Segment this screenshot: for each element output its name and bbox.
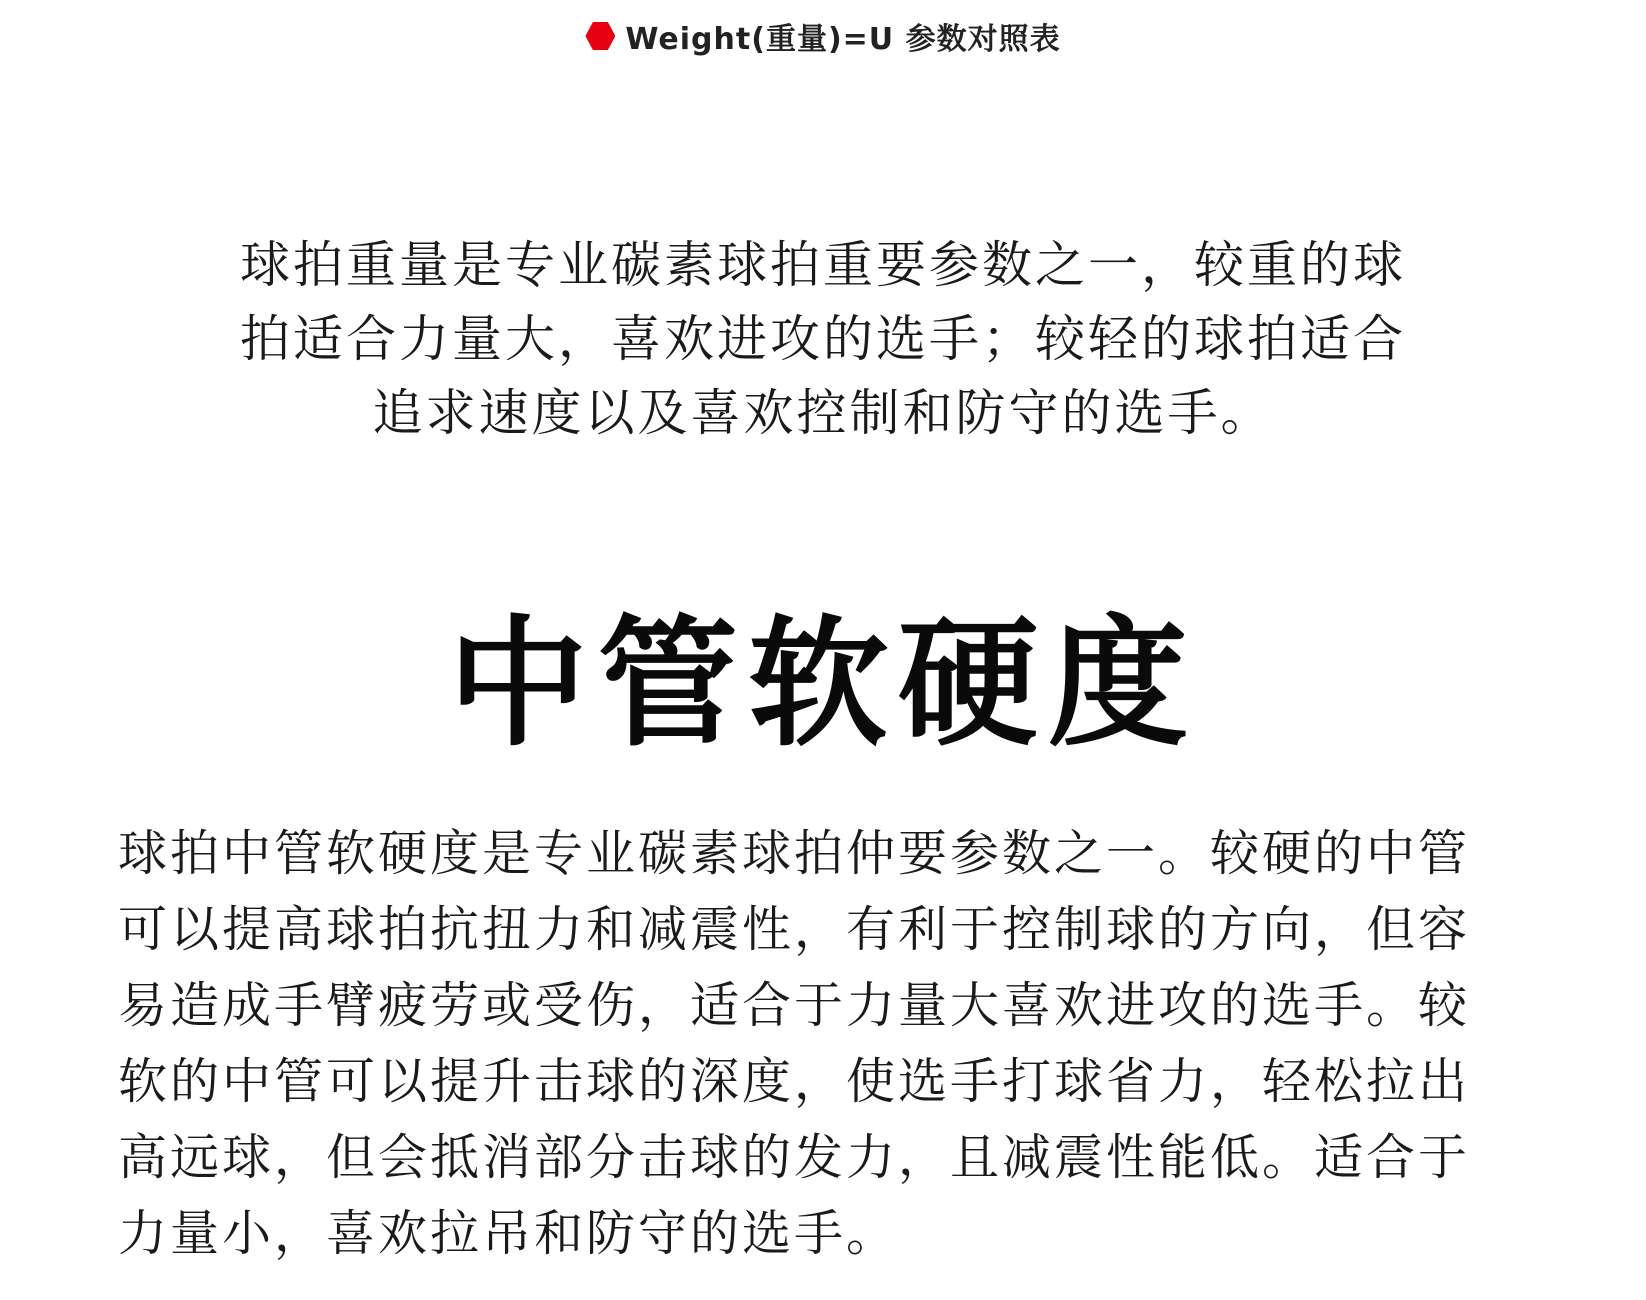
intro-line: 拍适合力量大，喜欢进攻的选手；较轻的球拍适合 [240, 310, 1406, 368]
header-label-row [0, 14, 1646, 58]
intro-paragraph [0, 228, 1646, 450]
body-line: 力量小，喜欢拉吊和防守的选手。 [118, 1205, 899, 1262]
header-label: Weight(重量)=U 参数对照表 [625, 22, 1061, 57]
body-line: 球拍中管软硬度是专业碳素球拍仲要参数之一。较硬的中管 [118, 825, 1471, 882]
body-line: 可以提高球拍抗扭力和减震性，有利于控制球的方向，但容 [118, 901, 1471, 958]
body-line: 软的中管可以提升击球的深度，使选手打球省力，轻松拉出 [118, 1053, 1471, 1110]
body-line: 高远球，但会抵消部分击球的发力，且减震性能低。适合于 [118, 1129, 1471, 1186]
intro-line: 追求速度以及喜欢控制和防守的选手。 [372, 384, 1274, 442]
body-line: 易造成手臂疲劳或受伤，适合于力量大喜欢进攻的选手。较 [118, 977, 1471, 1034]
section-title: 中管软硬度 [447, 603, 1198, 766]
section-body-paragraph [118, 816, 1538, 1272]
intro-line: 球拍重量是专业碳素球拍重要参数之一，较重的球 [240, 236, 1406, 294]
hexagon-icon [585, 22, 615, 50]
